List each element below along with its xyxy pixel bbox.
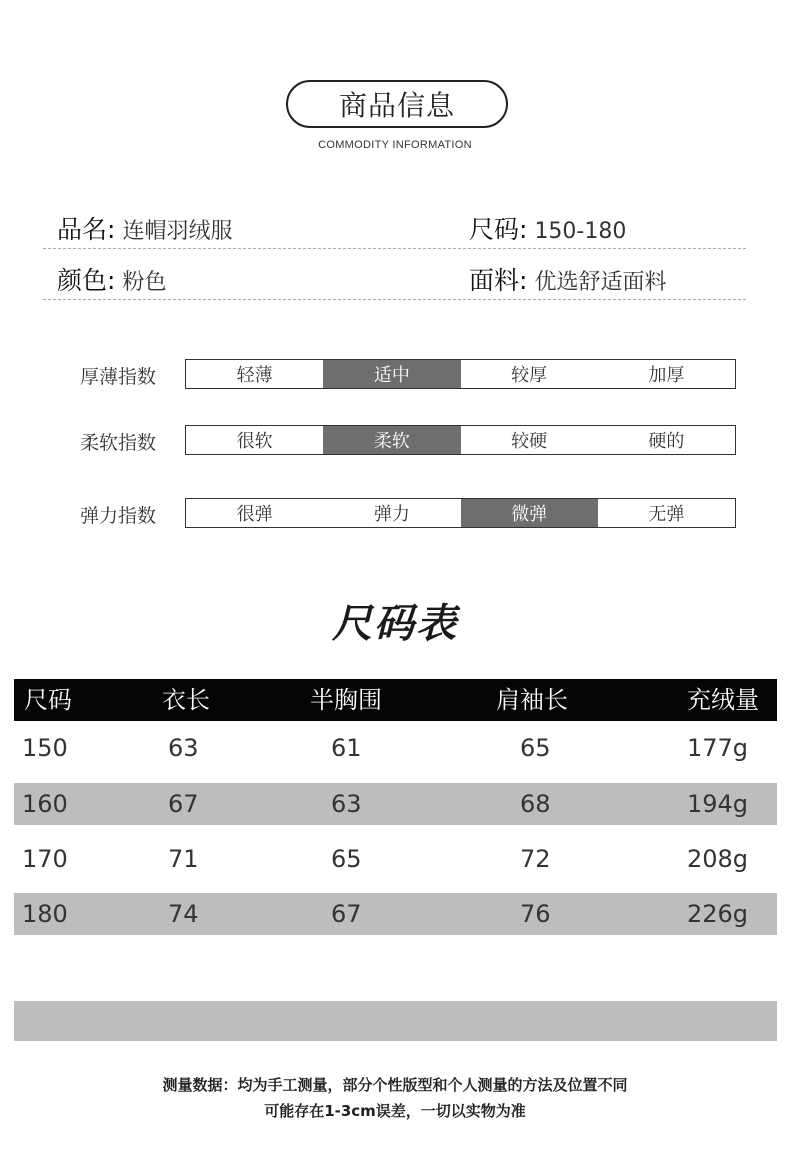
info-name-value: 连帽羽绒服: [122, 219, 233, 244]
scale-option: 微弹: [461, 499, 598, 527]
table-cell: 63: [168, 734, 199, 762]
scale-option: 弹力: [373, 504, 410, 525]
table-cell: 208g: [686, 845, 748, 873]
info-row-color-fabric: [43, 253, 746, 300]
table-cell: 65: [520, 734, 551, 762]
table-header-cell: 充绒量: [687, 686, 759, 714]
info-fabric: [469, 261, 666, 297]
index-scale-softness: [185, 425, 736, 455]
table-cell: 71: [168, 845, 199, 873]
index-label-thickness: 厚薄指数: [80, 366, 157, 388]
info-row-name-size: [43, 202, 746, 249]
section-title: 商品信息: [338, 89, 455, 122]
table-cell: 67: [168, 790, 199, 818]
info-color-key: 颜色:: [57, 266, 116, 295]
index-scale-thickness: [185, 359, 736, 389]
table-row: [14, 727, 777, 769]
table-cell: 150: [22, 734, 68, 762]
table-cell: 194g: [686, 790, 748, 818]
measurement-note-line2: 可能存在1-3cm误差，一切以实物为准: [264, 1102, 526, 1120]
table-cell: 74: [168, 900, 199, 928]
scale-option: 较硬: [511, 431, 548, 452]
info-name-key: 品名:: [57, 215, 116, 244]
scale-option: 很弹: [236, 504, 273, 525]
table-header-cell: 尺码: [24, 686, 72, 714]
table-cell: 160: [22, 790, 68, 818]
table-cell: 61: [331, 734, 362, 762]
table-cell: 170: [22, 845, 68, 873]
scale-option: 无弹: [648, 504, 685, 525]
scale-option: 加厚: [648, 365, 685, 386]
info-fabric-key: 面料:: [469, 266, 528, 295]
divider-bar: [14, 1001, 777, 1041]
table-cell: 76: [520, 900, 551, 928]
table-header-cell: 衣长: [162, 686, 210, 714]
scale-option: 轻薄: [236, 365, 273, 386]
scale-option: 适中: [323, 360, 460, 388]
scale-option: 硬的: [648, 431, 685, 452]
info-size-key: 尺码:: [469, 215, 528, 244]
table-cell: 63: [331, 790, 362, 818]
section-title-pill: [286, 80, 508, 128]
table-header-cell: 半胸围: [310, 686, 382, 714]
table-header-cell: 肩袖长: [496, 686, 568, 714]
info-size-value: 150-180: [534, 219, 627, 244]
table-row: [14, 838, 777, 880]
section-subtitle: COMMODITY INFORMATION: [318, 139, 472, 151]
scale-option: 柔软: [323, 426, 460, 454]
size-chart-title: 尺码表: [332, 601, 458, 647]
index-label-softness: 柔软指数: [80, 432, 157, 454]
scale-option: 很软: [236, 431, 273, 452]
table-header-row: [14, 679, 777, 721]
table-cell: 226g: [686, 900, 748, 928]
table-cell: 180: [22, 900, 68, 928]
table-cell: 67: [331, 900, 362, 928]
info-fabric-value: 优选舒适面料: [534, 270, 667, 295]
info-color: [57, 261, 166, 297]
index-label-elasticity: 弹力指数: [80, 505, 157, 527]
index-scale-elasticity: [185, 498, 736, 528]
size-table: [14, 679, 777, 937]
table-cell: 72: [520, 845, 551, 873]
table-row: [14, 893, 777, 935]
table-cell: 65: [331, 845, 362, 873]
info-size: [469, 210, 626, 246]
table-row: [14, 783, 777, 825]
table-cell: 177g: [686, 734, 748, 762]
scale-option: 较厚: [511, 365, 548, 386]
info-name: [57, 210, 232, 246]
table-cell: 68: [520, 790, 551, 818]
measurement-note-line1: 测量数据：均为手工测量，部分个性版型和个人测量的方法及位置不同: [162, 1076, 628, 1094]
info-color-value: 粉色: [122, 270, 167, 295]
